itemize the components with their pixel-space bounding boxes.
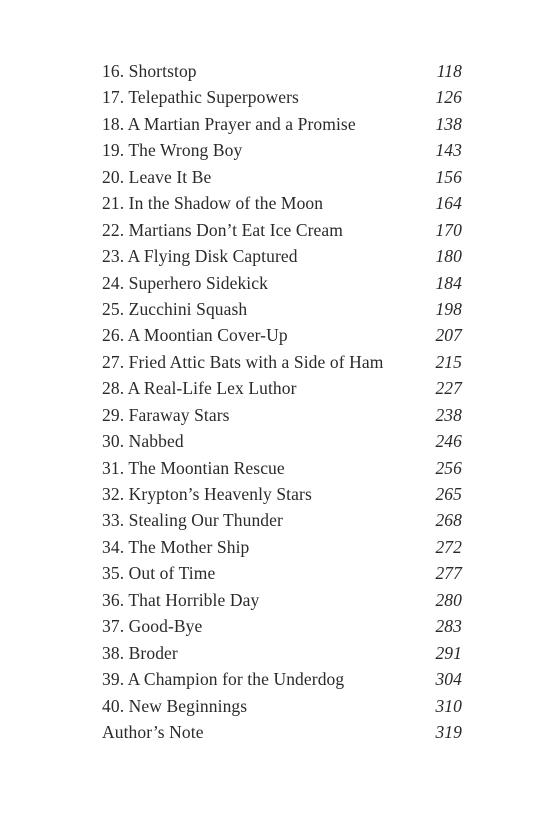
toc-entry <box>102 167 462 193</box>
toc-entry-title: 34. The Mother Ship <box>102 536 250 557</box>
toc-entry <box>102 61 462 87</box>
toc-entry-page: 304 <box>435 669 462 690</box>
toc-entry-title: 17. Telepathic Superpowers <box>102 87 299 108</box>
toc-entry-page: 238 <box>435 404 462 425</box>
toc-entry-title: 35. Out of Time <box>102 563 216 584</box>
toc-entry <box>102 696 462 722</box>
toc-entry <box>102 378 462 404</box>
toc-entry-title: 19. The Wrong Boy <box>102 140 243 161</box>
toc-entry-page: 170 <box>435 219 462 240</box>
toc-entry-page: 215 <box>435 351 462 372</box>
toc-entry-page: 207 <box>435 325 462 346</box>
toc-entry-title: 32. Krypton’s Heavenly Stars <box>102 484 312 504</box>
toc-entry-page: 268 <box>435 510 462 531</box>
toc-entry <box>102 405 462 431</box>
toc-entry <box>102 352 462 378</box>
toc-entry-title: 36. That Horrible Day <box>102 589 260 610</box>
toc-entry-page: 184 <box>435 272 462 293</box>
toc-entry-page: 277 <box>435 563 462 584</box>
toc-entry <box>102 537 462 563</box>
toc-entry-page: 126 <box>435 87 462 108</box>
toc-entry-title: 23. A Flying Disk Captured <box>102 246 298 267</box>
toc-entry-title: 20. Leave It Be <box>102 166 212 187</box>
toc-entry-page: 272 <box>435 536 462 557</box>
toc-entry-title: 21. In the Shadow of the Moon <box>102 193 324 214</box>
toc-entry-page: 198 <box>435 298 462 319</box>
toc-entry-page: 180 <box>435 246 462 267</box>
toc-entry <box>102 590 462 616</box>
toc-entry-title: 29. Faraway Stars <box>102 404 230 425</box>
toc-entry <box>102 722 462 748</box>
toc-entry-page: 283 <box>435 616 462 637</box>
toc-entry-page: 319 <box>435 721 462 742</box>
toc-entry-title: 24. Superhero Sidekick <box>102 272 268 293</box>
toc-entry <box>102 484 462 510</box>
toc-entry <box>102 431 462 457</box>
toc-entry-title: 31. The Moontian Rescue <box>102 457 285 478</box>
toc-entry <box>102 563 462 589</box>
toc-entry-title: 37. Good-Bye <box>102 616 203 637</box>
toc-entry-title: 39. A Champion for the Underdog <box>102 669 345 690</box>
toc-entry <box>102 140 462 166</box>
toc-entry <box>102 193 462 219</box>
toc-entry <box>102 220 462 246</box>
toc-entry-title: 38. Broder <box>102 642 178 663</box>
toc-entry-title: 33. Stealing Our Thunder <box>102 510 283 531</box>
toc-entry-page: 164 <box>435 193 462 214</box>
table-of-contents <box>102 61 462 748</box>
toc-entry-title: 40. New Beginnings <box>102 695 248 716</box>
toc-entry <box>102 669 462 695</box>
toc-entry-title: 25. Zucchini Squash <box>102 298 248 319</box>
toc-entry-title: 22. Martians Don’t Eat Ice Cream <box>102 219 343 240</box>
toc-entry-page: 265 <box>435 484 462 504</box>
toc-entry <box>102 246 462 272</box>
toc-entry-page: 138 <box>435 113 462 134</box>
toc-entry-page: 280 <box>435 589 462 610</box>
toc-entry-page: 291 <box>435 642 462 663</box>
toc-entry-title: 16. Shortstop <box>102 61 197 81</box>
toc-entry <box>102 616 462 642</box>
toc-entry-page: 310 <box>435 695 462 716</box>
toc-entry-page: 256 <box>435 457 462 478</box>
toc-entry-page: 118 <box>436 61 462 81</box>
toc-entry-title: 30. Nabbed <box>102 431 184 452</box>
toc-entry-title: 27. Fried Attic Bats with a Side of Ham <box>102 351 384 372</box>
toc-entry-page: 246 <box>435 431 462 452</box>
toc-entry-page: 143 <box>435 140 462 161</box>
toc-entry <box>102 87 462 113</box>
toc-entry <box>102 114 462 140</box>
toc-entry-title: 28. A Real-Life Lex Luthor <box>102 378 297 399</box>
toc-entry-title: 18. A Martian Prayer and a Promise <box>102 113 356 134</box>
toc-entry <box>102 510 462 536</box>
toc-entry-page: 156 <box>435 166 462 187</box>
toc-entry <box>102 325 462 351</box>
toc-entry-title: Author’s Note <box>102 721 204 742</box>
toc-entry <box>102 299 462 325</box>
toc-entry <box>102 458 462 484</box>
toc-entry <box>102 273 462 299</box>
toc-entry-page: 227 <box>435 378 462 399</box>
toc-entry <box>102 643 462 669</box>
toc-entry-title: 26. A Moontian Cover-Up <box>102 325 288 346</box>
